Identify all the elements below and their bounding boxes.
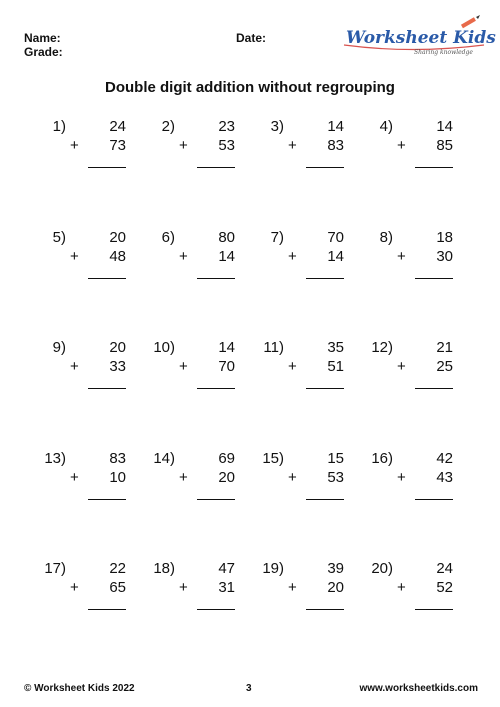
second-addend: 25: [436, 358, 453, 375]
plus-operator: +: [288, 358, 297, 375]
answer-line[interactable]: [197, 499, 235, 500]
first-addend: 24: [436, 560, 453, 577]
plus-operator: +: [70, 248, 79, 265]
answer-line[interactable]: [415, 609, 453, 610]
answer-line[interactable]: [415, 278, 453, 279]
answer-line[interactable]: [197, 167, 235, 168]
problem-number: 10): [153, 339, 175, 356]
plus-operator: +: [288, 579, 297, 596]
plus-operator: +: [288, 248, 297, 265]
problem-number: 6): [161, 229, 175, 246]
answer-line[interactable]: [88, 167, 126, 168]
plus-operator: +: [397, 137, 406, 154]
logo-text: Worksheet Kids: [346, 28, 496, 48]
date-label: Date:: [236, 31, 267, 45]
problem-number: 16): [371, 450, 393, 467]
answer-line[interactable]: [306, 388, 344, 389]
worksheet-title: Double digit addition without regrouping: [105, 79, 395, 96]
second-addend: 70: [218, 358, 235, 375]
problem-11: [254, 339, 344, 415]
plus-operator: +: [70, 137, 79, 154]
problem-number: 4): [379, 118, 393, 135]
answer-line[interactable]: [88, 499, 126, 500]
first-addend: 80: [218, 229, 235, 246]
answer-line[interactable]: [415, 499, 453, 500]
problem-10: [145, 339, 235, 415]
answer-line[interactable]: [306, 499, 344, 500]
problem-4: [363, 118, 453, 194]
footer-copyright: © Worksheet Kids 2022: [24, 683, 135, 694]
problem-number: 3): [270, 118, 284, 135]
answer-line[interactable]: [415, 388, 453, 389]
first-addend: 14: [436, 118, 453, 135]
problem-number: 1): [52, 118, 66, 135]
second-addend: 33: [109, 358, 126, 375]
answer-line[interactable]: [197, 609, 235, 610]
problem-2: [145, 118, 235, 194]
plus-operator: +: [179, 358, 188, 375]
problem-number: 11): [263, 339, 284, 356]
plus-operator: +: [397, 469, 406, 486]
problem-number: 7): [270, 229, 284, 246]
first-addend: 42: [436, 450, 453, 467]
first-addend: 24: [109, 118, 126, 135]
problem-number: 19): [262, 560, 284, 577]
answer-line[interactable]: [306, 609, 344, 610]
second-addend: 53: [218, 137, 235, 154]
second-addend: 73: [109, 137, 126, 154]
logo-tagline: Sharing knowledge: [414, 49, 473, 56]
first-addend: 39: [327, 560, 344, 577]
second-addend: 14: [327, 248, 344, 265]
first-addend: 18: [436, 229, 453, 246]
problem-number: 13): [44, 450, 66, 467]
second-addend: 30: [436, 248, 453, 265]
first-addend: 14: [327, 118, 344, 135]
plus-operator: +: [70, 358, 79, 375]
problem-number: 18): [153, 560, 175, 577]
second-addend: 14: [218, 248, 235, 265]
second-addend: 43: [436, 469, 453, 486]
problem-number: 5): [52, 229, 66, 246]
problem-16: [363, 450, 453, 526]
first-addend: 47: [218, 560, 235, 577]
plus-operator: +: [70, 469, 79, 486]
problem-18: [145, 560, 235, 636]
answer-line[interactable]: [415, 167, 453, 168]
first-addend: 20: [109, 229, 126, 246]
first-addend: 15: [327, 450, 344, 467]
answer-line[interactable]: [88, 388, 126, 389]
problem-7: [254, 229, 344, 305]
plus-operator: +: [179, 248, 188, 265]
second-addend: 52: [436, 579, 453, 596]
problem-1: [36, 118, 126, 194]
second-addend: 20: [327, 579, 344, 596]
plus-operator: +: [397, 248, 406, 265]
problem-3: [254, 118, 344, 194]
problem-5: [36, 229, 126, 305]
problem-8: [363, 229, 453, 305]
second-addend: 83: [327, 137, 344, 154]
grade-label: Grade:: [24, 45, 63, 59]
plus-operator: +: [70, 579, 79, 596]
first-addend: 70: [327, 229, 344, 246]
second-addend: 51: [327, 358, 344, 375]
name-label: Name:: [24, 31, 61, 45]
footer-website: www.worksheetkids.com: [359, 683, 478, 694]
plus-operator: +: [179, 137, 188, 154]
problem-15: [254, 450, 344, 526]
answer-line[interactable]: [88, 278, 126, 279]
first-addend: 21: [436, 339, 453, 356]
second-addend: 53: [327, 469, 344, 486]
first-addend: 83: [109, 450, 126, 467]
problem-number: 9): [52, 339, 66, 356]
first-addend: 23: [218, 118, 235, 135]
plus-operator: +: [288, 137, 297, 154]
plus-operator: +: [288, 469, 297, 486]
problem-6: [145, 229, 235, 305]
problem-17: [36, 560, 126, 636]
answer-line[interactable]: [197, 388, 235, 389]
answer-line[interactable]: [306, 167, 344, 168]
problem-9: [36, 339, 126, 415]
problem-number: 20): [371, 560, 393, 577]
problem-number: 2): [161, 118, 175, 135]
plus-operator: +: [397, 358, 406, 375]
problem-number: 15): [262, 450, 284, 467]
plus-operator: +: [397, 579, 406, 596]
problem-number: 8): [379, 229, 393, 246]
answer-line[interactable]: [197, 278, 235, 279]
first-addend: 35: [327, 339, 344, 356]
problem-14: [145, 450, 235, 526]
plus-operator: +: [179, 469, 188, 486]
second-addend: 20: [218, 469, 235, 486]
first-addend: 22: [109, 560, 126, 577]
problem-13: [36, 450, 126, 526]
plus-operator: +: [179, 579, 188, 596]
second-addend: 65: [109, 579, 126, 596]
answer-line[interactable]: [306, 278, 344, 279]
problem-number: 14): [153, 450, 175, 467]
footer-page-number: 3: [246, 683, 252, 694]
first-addend: 14: [218, 339, 235, 356]
problem-19: [254, 560, 344, 636]
answer-line[interactable]: [88, 609, 126, 610]
second-addend: 31: [218, 579, 235, 596]
worksheet-kids-logo: [342, 14, 496, 58]
problem-number: 17): [44, 560, 66, 577]
first-addend: 69: [218, 450, 235, 467]
second-addend: 10: [109, 469, 126, 486]
problem-12: [363, 339, 453, 415]
problem-20: [363, 560, 453, 636]
second-addend: 85: [436, 137, 453, 154]
second-addend: 48: [109, 248, 126, 265]
problem-number: 12): [371, 339, 393, 356]
first-addend: 20: [109, 339, 126, 356]
